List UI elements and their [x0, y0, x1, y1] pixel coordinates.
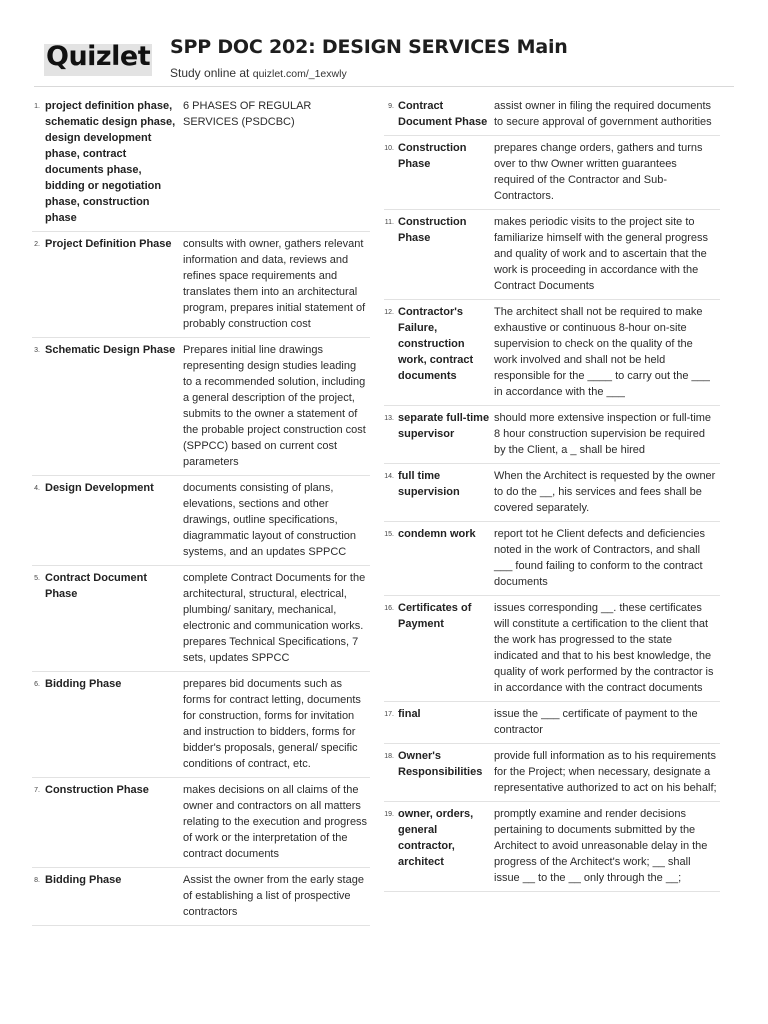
card-number: 3. — [34, 347, 40, 354]
card-10 — [384, 136, 720, 210]
card-term: Bidding Phase — [45, 678, 122, 690]
card-2 — [32, 232, 370, 338]
study-prefix: Study online at — [170, 66, 250, 80]
card-definition: documents consisting of plans, elevations, sections and other drawings, outline specifications, diagrammatic layout of construction systems, and an updates SPPCC — [183, 482, 357, 558]
card-term: Certificates of Payment — [398, 602, 472, 630]
card-number: 9. — [388, 103, 394, 110]
card-number: 8. — [34, 877, 40, 884]
card-5 — [32, 566, 370, 672]
page-title: SPP DOC 202: DESIGN SERVICES Main — [170, 36, 568, 58]
card-term: Schematic Design Phase — [45, 344, 176, 356]
card-19 — [384, 802, 720, 892]
card-number: 10. — [384, 145, 394, 152]
study-url-link[interactable]: quizlet.com/_1exwly — [252, 68, 347, 80]
card-1 — [32, 94, 370, 232]
logo-text: Quizlet — [46, 41, 151, 72]
card-12 — [384, 300, 720, 406]
right-column — [384, 94, 720, 892]
card-number: 12. — [384, 309, 394, 316]
card-number: 15. — [384, 531, 394, 538]
card-9 — [384, 94, 720, 136]
header-divider — [34, 86, 734, 87]
card-15 — [384, 522, 720, 596]
card-definition: Assist the owner from the early stage of establishing a list of prospective contractors — [183, 874, 364, 918]
card-11 — [384, 210, 720, 300]
card-number: 6. — [34, 681, 40, 688]
card-term: Bidding Phase — [45, 874, 122, 886]
card-definition: provide full information as to his requirements for the Project; when necessary, designate a representative authorized to act on his behalf; — [494, 750, 717, 794]
left-column — [32, 94, 370, 926]
card-term: Owner's Responsibilities — [398, 750, 483, 778]
card-number: 7. — [34, 787, 40, 794]
card-term: condemn work — [398, 528, 476, 540]
card-definition: Prepares initial line drawings representing design studies leading to a recommended solution, including a general description of the project, submits to the owner a statement of the probable project construction cost (SPPCC) based on current cost parameters — [183, 344, 366, 468]
card-term: Contractor's Failure, construction work, contract documents — [398, 306, 474, 382]
study-online-line — [170, 66, 347, 80]
card-number: 14. — [384, 473, 394, 480]
card-term: final — [398, 708, 421, 720]
card-definition: issues corresponding __. these certificates will constitute a certification to the client that the work has progressed to the state indicated and that to his best knowledge, the quality of work performed by the contractor is in accordance with the contract documents — [494, 602, 714, 694]
card-definition: assist owner in filing the required documents to secure approval of government authorities — [494, 100, 712, 128]
card-definition: makes periodic visits to the project site to familiarize himself with the general progress and quality of work and to ascertain that the work is proceeding in accordance with the Contract Documents — [494, 216, 708, 292]
card-number: 1. — [34, 103, 40, 110]
card-number: 17. — [384, 711, 394, 718]
card-definition: prepares change orders, gathers and turns over to thw Owner written guarantees required of the Contractor and Sub-Contractors. — [494, 142, 703, 202]
card-definition: consults with owner, gathers relevant information and data, reviews and refines space requirements and translates them into an architectural program, prepares initial statement of probably construction cost — [183, 238, 366, 330]
card-3 — [32, 338, 370, 476]
card-definition: The architect shall not be required to make exhaustive or continuous 8-hour on-site supervision to check on the quality of the work involved and shall not be held responsible for the ____ to carry out the ___ in accordance with the ___ — [494, 306, 710, 398]
card-number: 16. — [384, 605, 394, 612]
card-14 — [384, 464, 720, 522]
card-number: 11. — [384, 219, 394, 226]
card-term: Design Development — [45, 482, 154, 494]
card-definition: report tot he Client defects and deficiencies noted in the work of Contractors, and shall ___ found failing to conform to the contract documents — [494, 528, 705, 588]
card-number: 5. — [34, 575, 40, 582]
card-definition: should more extensive inspection or full-time 8 hour construction supervision be required by the Client, a _ shall be hired — [494, 412, 712, 456]
card-7 — [32, 778, 370, 868]
card-6 — [32, 672, 370, 778]
card-number: 19. — [384, 811, 394, 818]
card-definition: 6 PHASES OF REGULAR SERVICES (PSDCBC) — [183, 100, 312, 128]
card-definition: issue the ___ certificate of payment to the contractor — [494, 708, 698, 736]
card-18 — [384, 744, 720, 802]
card-8 — [32, 868, 370, 926]
card-16 — [384, 596, 720, 702]
card-number: 18. — [384, 753, 394, 760]
card-term: owner, orders, general contractor, architect — [398, 808, 474, 868]
card-term: Construction Phase — [398, 142, 467, 170]
card-term: full time supervision — [398, 470, 460, 498]
card-term: separate full-time supervisor — [398, 412, 490, 440]
card-term: Contract Document Phase — [398, 100, 488, 128]
card-17 — [384, 702, 720, 744]
card-term: project definition phase, schematic design phase, design development phase, contract documents phase, bidding or negotiation phase, construction phase — [45, 100, 176, 224]
card-term: Construction Phase — [45, 784, 149, 796]
quizlet-logo — [44, 41, 152, 76]
card-definition: prepares bid documents such as forms for contract letting, documents for construction, forms for invitation and instruction to bidders, forms for bidder's proposals, general/ specific conditions of contract, etc. — [183, 678, 361, 770]
card-term: Project Definition Phase — [45, 238, 172, 250]
card-definition: complete Contract Documents for the architectural, structural, electrical, plumbing/ sanitary, mechanical, electronic and communication works. prepares Technical Specifications, 7 sets, updates SPPCC — [183, 572, 366, 664]
card-13 — [384, 406, 720, 464]
card-definition: makes decisions on all claims of the owner and contractors on all matters relating to the execution and progress of work or the interpretation of the contract documents — [183, 784, 368, 860]
card-term: Contract Document Phase — [45, 572, 148, 600]
card-term: Construction Phase — [398, 216, 467, 244]
card-number: 2. — [34, 241, 40, 248]
card-number: 13. — [384, 415, 394, 422]
card-definition: promptly examine and render decisions pertaining to documents submitted by the Architect to avoid unreasonable delay in the progress of the Architect's work; __ shall issue __ to the __ only through the __; — [494, 808, 708, 884]
card-4 — [32, 476, 370, 566]
card-definition: When the Architect is requested by the owner to do the __, his services and fees shall be covered separately. — [494, 470, 716, 514]
card-number: 4. — [34, 485, 40, 492]
